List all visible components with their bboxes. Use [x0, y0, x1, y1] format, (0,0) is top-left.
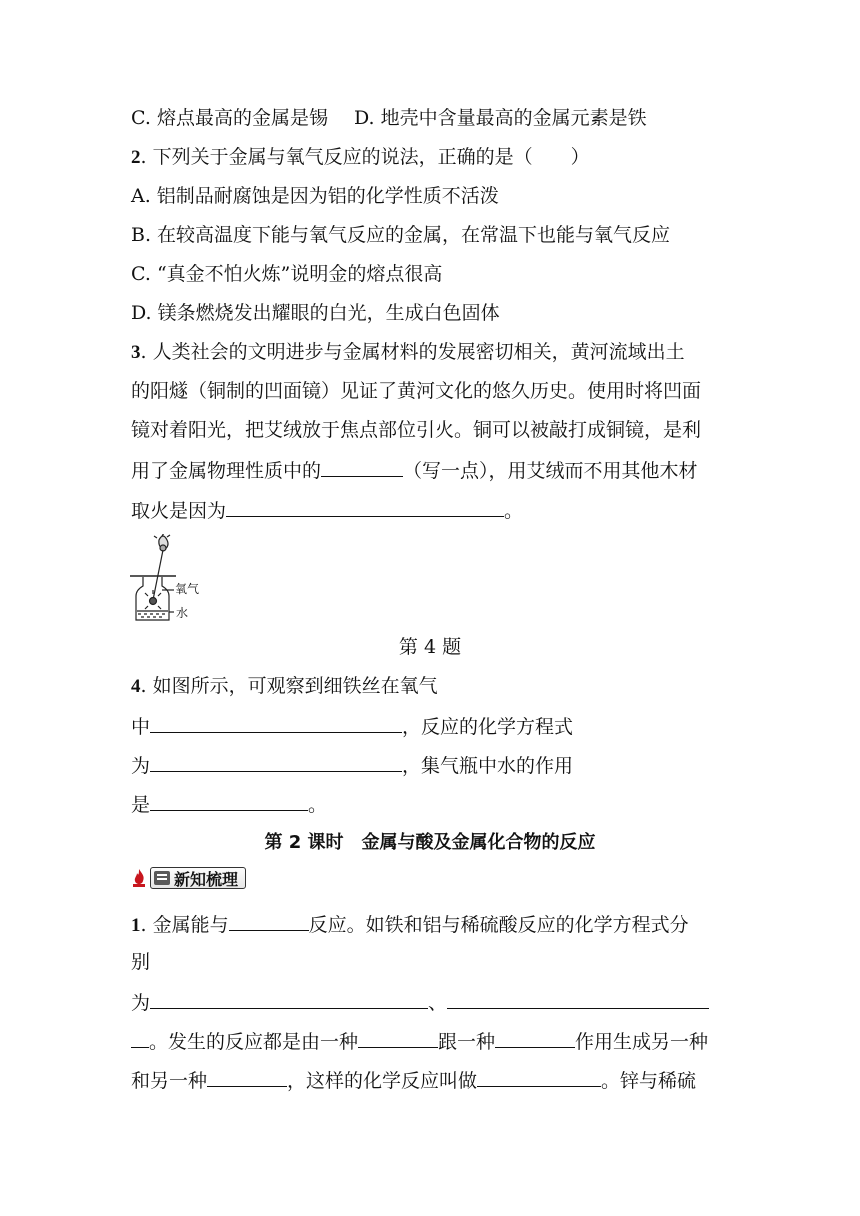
q2-stem-text: . 下列关于金属与氧气反应的说法，正确的是（ ） — [140, 146, 590, 168]
q3-text-4b: （写一点），用艾绒而不用其他木材 — [403, 460, 698, 482]
q2-stem — [131, 145, 590, 170]
q2-number: 2 — [131, 147, 141, 168]
q3-text-5a: 取火是因为 — [131, 500, 227, 522]
q3-text-4a: 用了金属物理性质中的 — [131, 460, 322, 482]
q5-text-4b: 跟一种 — [438, 1031, 496, 1053]
q5-blank-compound[interactable] — [495, 1028, 575, 1048]
q5-line-3 — [131, 989, 709, 1015]
q5-text-1b: 反应。如铁和铝与稀硫酸反应的化学方程式分 — [308, 914, 689, 936]
q3-line-1 — [131, 340, 685, 365]
q5-text-4c: 作用生成另一种 — [575, 1031, 709, 1053]
q4-text-3a: 为 — [131, 755, 151, 777]
q5-blank-other[interactable] — [207, 1067, 287, 1087]
flame-icon — [131, 868, 147, 888]
q5-line-1 — [131, 911, 689, 938]
q5-blank-reaction-type[interactable] — [477, 1067, 601, 1087]
q3-blank-property[interactable] — [321, 457, 403, 477]
label-water: 水 — [176, 606, 189, 620]
q3-line-4 — [131, 457, 698, 483]
option-c-prev — [131, 106, 647, 130]
q2-option-c: C. “真金不怕火炼”说明金的熔点很高 — [131, 263, 443, 285]
section-title: 第 2 课时 金属与酸及金属化合物的反应 — [264, 832, 596, 853]
q5-text-3a: 为 — [131, 992, 151, 1014]
q3-line-5 — [131, 497, 523, 523]
q4-text-1: . 如图所示，可观察到细铁丝在氧气 — [140, 675, 438, 697]
q5-blank-iron-eq[interactable] — [150, 989, 428, 1009]
q5-blank-acid[interactable] — [229, 911, 309, 931]
q4-text-4a: 是 — [131, 794, 151, 816]
new-knowledge-badge — [131, 866, 246, 890]
q5-blank-single[interactable] — [358, 1028, 438, 1048]
figure-caption: 第 4 题 — [398, 636, 462, 658]
q4-line-1 — [131, 674, 438, 699]
q3-number: 3 — [131, 342, 141, 363]
q5-text-3b: 、 — [428, 992, 448, 1014]
q3-text-5b: 。 — [504, 500, 524, 522]
option-c-text: C. 熔点最高的金属是锡 — [131, 107, 328, 129]
q4-blank-phenomenon[interactable] — [150, 713, 402, 733]
q3-line-3: 镜对着阳光，把艾绒放于焦点部位引火。铜可以被敲打成铜镜，是利 — [131, 419, 702, 441]
q4-text-2a: 中 — [131, 716, 151, 738]
q3-text-1: . 人类社会的文明进步与金属材料的发展密切相关，黄河流域出土 — [140, 341, 685, 363]
q5-text-4a: 。发生的反应都是由一种 — [149, 1031, 359, 1053]
q5-text-5c: 。锌与稀硫 — [601, 1070, 697, 1092]
q4-line-4 — [131, 791, 327, 817]
q5-line-2: 别 — [131, 951, 151, 973]
q4-line-3 — [131, 752, 573, 778]
q2-option-d: D. 镁条燃烧发出耀眼的白光，生成白色固体 — [131, 302, 500, 324]
q4-text-2b: ，反应的化学方程式 — [402, 716, 574, 738]
q4-number: 4 — [131, 676, 141, 697]
q2-option-b: B. 在较高温度下能与氧气反应的金属，在常温下也能与氧气反应 — [131, 224, 671, 246]
q4-text-4b: 。 — [308, 794, 328, 816]
badge-label: 新知梳理 — [174, 869, 239, 889]
q5-line-4 — [131, 1028, 708, 1054]
q5-blank-al-eq[interactable] — [447, 989, 709, 1009]
q4-line-2 — [131, 713, 573, 739]
q5-line-5 — [131, 1067, 696, 1093]
q3-blank-reason[interactable] — [226, 497, 504, 517]
q5-text-5a: 和另一种 — [131, 1070, 208, 1092]
q5-blank-al-eq-cont[interactable] — [131, 1028, 149, 1048]
label-oxygen: 氧气 — [175, 582, 200, 596]
book-icon — [154, 871, 170, 885]
q4-blank-equation[interactable] — [150, 752, 402, 772]
q5-number: 1 — [131, 915, 141, 936]
option-d-text: D. 地壳中含量最高的金属元素是铁 — [353, 107, 647, 129]
q3-line-2: 的阳燧（铜制的凹面镜）见证了黄河文化的悠久历史。使用时将凹面 — [131, 380, 702, 402]
q4-text-3b: ，集气瓶中水的作用 — [402, 755, 574, 777]
q2-option-a: A. 铝制品耐腐蚀是因为铝的化学性质不活泼 — [131, 185, 499, 207]
badge-box — [150, 867, 246, 889]
q4-blank-water-role[interactable] — [150, 791, 308, 811]
q5-text-5b: ，这样的化学反应叫做 — [287, 1070, 478, 1092]
q5-text-1a: . 金属能与 — [140, 914, 229, 936]
